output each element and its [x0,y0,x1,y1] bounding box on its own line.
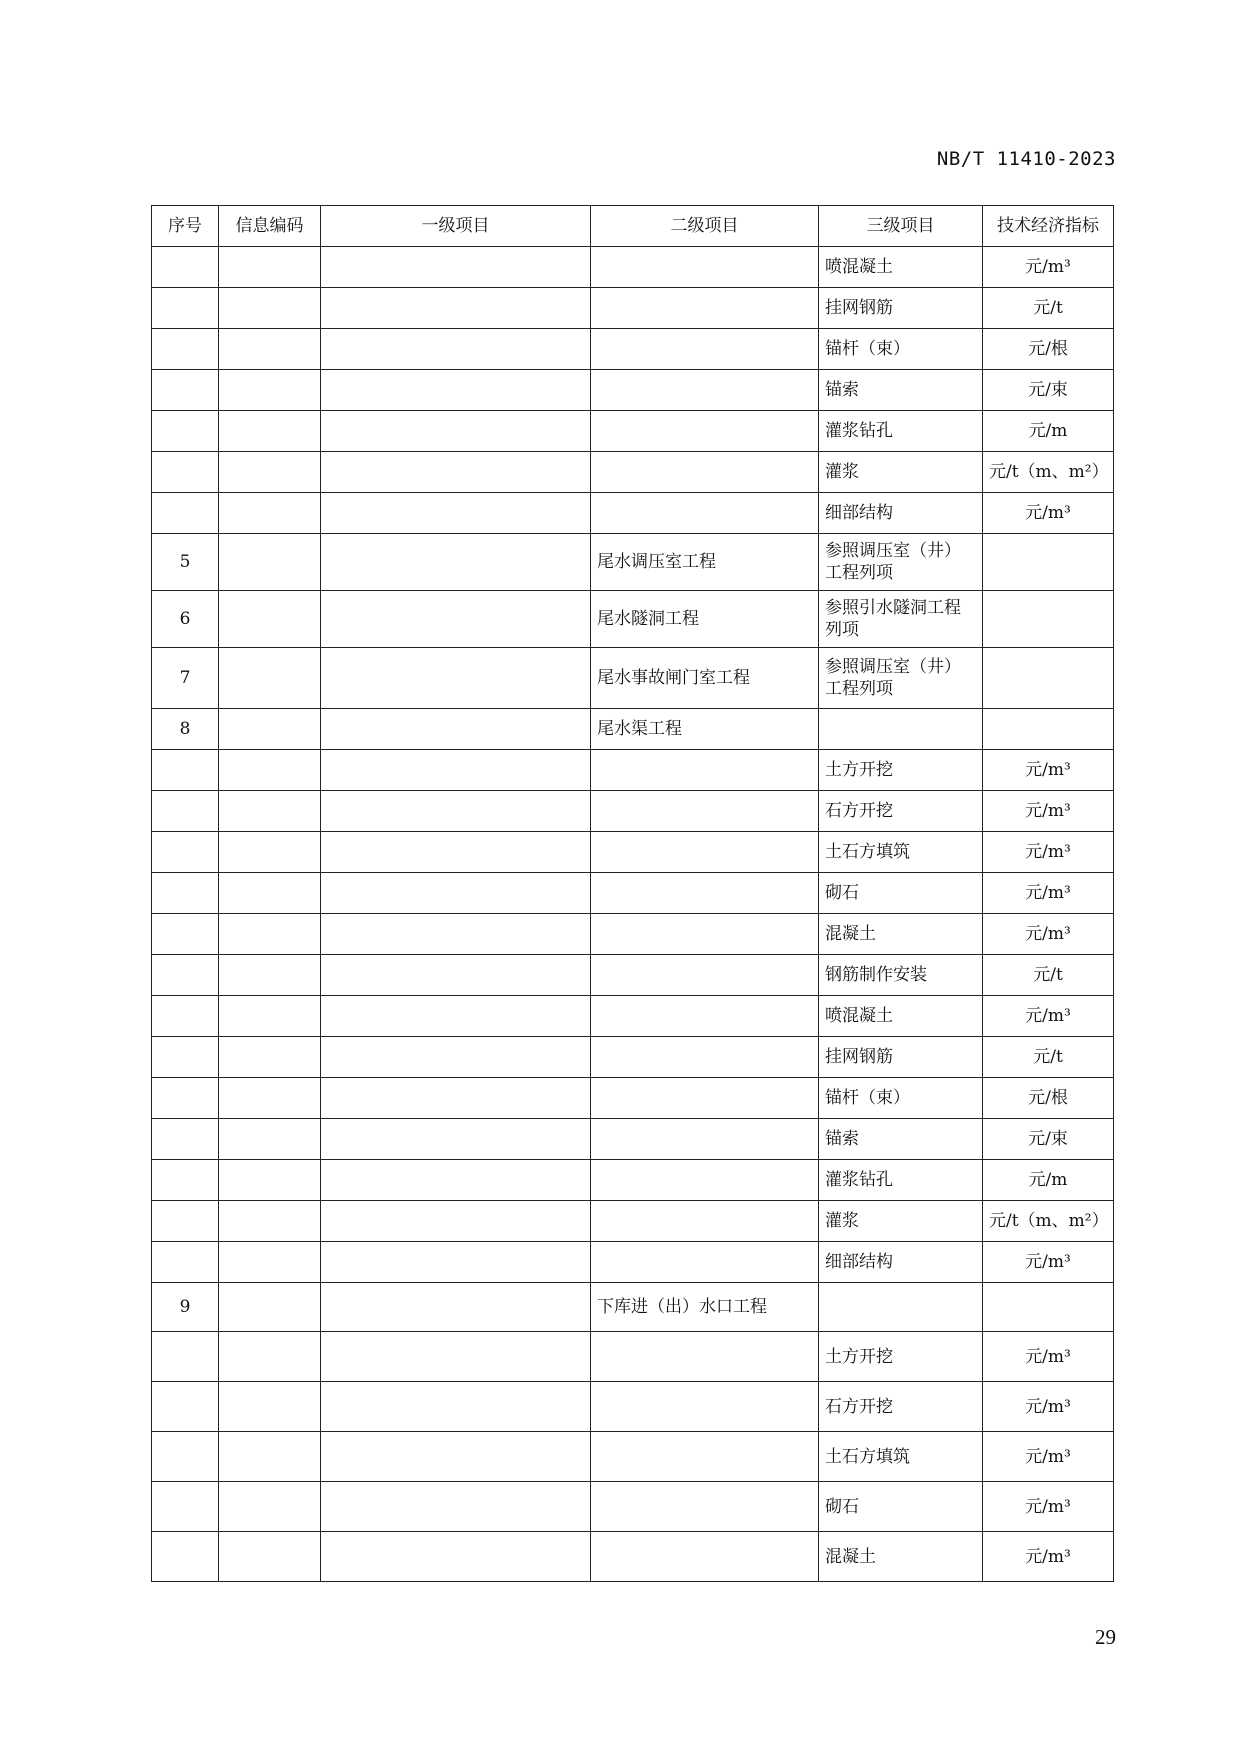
cell-level3: 参照引水隧洞工程列项 [819,591,983,648]
cell-level2: 尾水隧洞工程 [591,591,819,648]
cell-level2 [591,411,819,452]
cell-level2 [591,1432,819,1482]
cell-info-code [219,411,321,452]
cell-serial [152,411,219,452]
cell-level3: 灌浆 [819,1201,983,1242]
cell-serial [152,1532,219,1582]
cell-serial [152,1432,219,1482]
cell-level3: 细部结构 [819,493,983,534]
cell-serial [152,832,219,873]
cell-serial [152,955,219,996]
cell-level1 [321,1242,591,1283]
cell-indicator: 元/m³ [983,1532,1114,1582]
document-code: NB/T 11410-2023 [936,148,1116,170]
cell-level2: 尾水调压室工程 [591,534,819,591]
cell-level1 [321,247,591,288]
cell-level3: 喷混凝土 [819,247,983,288]
cell-level2 [591,1119,819,1160]
cell-info-code [219,1532,321,1582]
cell-serial [152,1119,219,1160]
cell-info-code [219,1382,321,1432]
cell-level2 [591,1242,819,1283]
cell-level1 [321,591,591,648]
cell-indicator: 元/m³ [983,873,1114,914]
cell-level1 [321,955,591,996]
cell-info-code [219,648,321,709]
cell-level1 [321,1078,591,1119]
cell-level2 [591,1532,819,1582]
table-row [152,873,1114,914]
cell-serial [152,1037,219,1078]
cell-level2: 下库进（出）水口工程 [591,1283,819,1332]
table-row [152,832,1114,873]
cell-indicator: 元/束 [983,1119,1114,1160]
cell-serial [152,452,219,493]
cell-info-code [219,791,321,832]
cell-level3: 锚索 [819,370,983,411]
cell-serial [152,1332,219,1382]
cell-level2 [591,955,819,996]
cell-level1 [321,1119,591,1160]
cell-level1 [321,370,591,411]
cell-info-code [219,1332,321,1382]
cell-level3: 土石方填筑 [819,1432,983,1482]
cell-level1 [321,1201,591,1242]
table-row [152,1332,1114,1382]
table-row [152,1242,1114,1283]
cell-level1 [321,493,591,534]
cell-level3: 锚索 [819,1119,983,1160]
header-serial: 序号 [152,206,219,247]
cell-serial [152,1242,219,1283]
header-info-code: 信息编码 [219,206,321,247]
cell-level1 [321,750,591,791]
cell-serial [152,247,219,288]
cell-level1 [321,791,591,832]
cell-level1 [321,873,591,914]
cell-level3: 喷混凝土 [819,996,983,1037]
cell-info-code [219,873,321,914]
cell-indicator: 元/t（m、m²） [983,452,1114,493]
table-row [152,1532,1114,1582]
cell-indicator: 元/m³ [983,1242,1114,1283]
cell-indicator: 元/m³ [983,1482,1114,1532]
cell-info-code [219,1283,321,1332]
page-number: 29 [1095,1625,1116,1649]
cell-info-code [219,750,321,791]
table-header-row [152,206,1114,247]
cell-indicator [983,534,1114,591]
cell-level3: 石方开挖 [819,1382,983,1432]
cell-serial [152,791,219,832]
cell-level3: 土石方填筑 [819,832,983,873]
cell-level2 [591,996,819,1037]
cell-level3: 挂网钢筋 [819,288,983,329]
cell-level1 [321,914,591,955]
table-row [152,1201,1114,1242]
cell-indicator: 元/m³ [983,1332,1114,1382]
cell-level2 [591,1201,819,1242]
cell-indicator: 元/根 [983,1078,1114,1119]
cell-indicator: 元/m³ [983,996,1114,1037]
cell-indicator: 元/t [983,955,1114,996]
cell-level2 [591,1482,819,1532]
cell-level2 [591,1332,819,1382]
cell-level1 [321,996,591,1037]
cell-indicator [983,591,1114,648]
cell-level2 [591,1382,819,1432]
cell-level3: 土方开挖 [819,750,983,791]
cell-serial [152,1078,219,1119]
cell-serial [152,370,219,411]
cell-level3: 细部结构 [819,1242,983,1283]
cell-level2 [591,1037,819,1078]
cell-serial [152,873,219,914]
cell-level2 [591,791,819,832]
cell-level1 [321,329,591,370]
header-level1: 一级项目 [321,206,591,247]
table-row [152,493,1114,534]
cell-level2 [591,832,819,873]
cost-indicator-table [151,205,1114,1582]
header-indicator: 技术经济指标 [983,206,1114,247]
cell-serial [152,750,219,791]
table-row [152,591,1114,648]
cell-info-code [219,288,321,329]
table-row [152,288,1114,329]
cell-indicator [983,709,1114,750]
cell-level2 [591,493,819,534]
table-row [152,1283,1114,1332]
cell-level2 [591,247,819,288]
cell-serial: 6 [152,591,219,648]
cell-level3: 灌浆钻孔 [819,1160,983,1201]
cell-indicator: 元/m³ [983,1432,1114,1482]
cell-info-code [219,996,321,1037]
cell-info-code [219,1037,321,1078]
cell-info-code [219,1119,321,1160]
cell-level3: 混凝土 [819,1532,983,1582]
cell-info-code [219,452,321,493]
cell-indicator: 元/根 [983,329,1114,370]
cell-serial: 8 [152,709,219,750]
cell-level1 [321,1382,591,1432]
cell-serial [152,1482,219,1532]
cell-indicator [983,1283,1114,1332]
cell-level1 [321,1432,591,1482]
table-row [152,329,1114,370]
cell-info-code [219,1078,321,1119]
table-row [152,534,1114,591]
cell-indicator: 元/m³ [983,1382,1114,1432]
cell-level1 [321,1332,591,1382]
cell-level1 [321,288,591,329]
cell-level2 [591,750,819,791]
cell-info-code [219,1482,321,1532]
table-row [152,247,1114,288]
table-row [152,1037,1114,1078]
cell-serial [152,288,219,329]
cell-level3: 土方开挖 [819,1332,983,1382]
cell-level1 [321,411,591,452]
cell-level2 [591,873,819,914]
table-row [152,370,1114,411]
table-row [152,648,1114,709]
table-row [152,411,1114,452]
cell-info-code [219,247,321,288]
cell-indicator: 元/m [983,411,1114,452]
cell-indicator: 元/t（m、m²） [983,1201,1114,1242]
table-row [152,1160,1114,1201]
cell-level3: 石方开挖 [819,791,983,832]
table-body [152,247,1114,1582]
cell-serial: 5 [152,534,219,591]
cell-info-code [219,955,321,996]
cell-level1 [321,832,591,873]
cell-level3: 混凝土 [819,914,983,955]
cell-level2 [591,370,819,411]
cell-info-code [219,329,321,370]
cell-serial [152,996,219,1037]
cell-level3 [819,1283,983,1332]
table-row [152,452,1114,493]
cell-info-code [219,832,321,873]
cell-indicator: 元/t [983,288,1114,329]
cell-info-code [219,914,321,955]
cell-info-code [219,1160,321,1201]
cell-level1 [321,648,591,709]
cell-level1 [321,1532,591,1582]
cell-serial [152,1160,219,1201]
cell-level3: 灌浆 [819,452,983,493]
cell-serial [152,1201,219,1242]
table-row [152,955,1114,996]
cell-level1 [321,1160,591,1201]
cell-indicator: 元/m³ [983,914,1114,955]
table-row [152,1382,1114,1432]
cell-level3: 砌石 [819,873,983,914]
cell-indicator [983,648,1114,709]
table-row [152,750,1114,791]
cell-info-code [219,370,321,411]
cell-level2 [591,1160,819,1201]
cell-info-code [219,493,321,534]
table-row [152,1078,1114,1119]
cell-level3: 参照调压室（井）工程列项 [819,648,983,709]
cell-indicator: 元/m³ [983,791,1114,832]
cell-indicator: 元/m³ [983,750,1114,791]
cell-level1 [321,1482,591,1532]
cell-level3 [819,709,983,750]
cell-level2: 尾水渠工程 [591,709,819,750]
cell-info-code [219,1201,321,1242]
cell-info-code [219,1432,321,1482]
cell-serial [152,329,219,370]
cell-level3: 钢筋制作安装 [819,955,983,996]
cell-level1 [321,1037,591,1078]
cell-indicator: 元/m³ [983,247,1114,288]
cell-level3: 灌浆钻孔 [819,411,983,452]
cell-level2 [591,329,819,370]
cell-level1 [321,452,591,493]
cell-serial [152,493,219,534]
cell-level2 [591,914,819,955]
cell-level3: 锚杆（束） [819,1078,983,1119]
table-row [152,996,1114,1037]
table-row [152,1482,1114,1532]
cell-level3: 锚杆（束） [819,329,983,370]
table-row [152,1119,1114,1160]
cell-level1 [321,534,591,591]
cell-level2 [591,1078,819,1119]
cell-serial [152,914,219,955]
cell-indicator: 元/m [983,1160,1114,1201]
cell-level2 [591,452,819,493]
cell-level3: 参照调压室（井）工程列项 [819,534,983,591]
cell-indicator: 元/m³ [983,832,1114,873]
table-row [152,791,1114,832]
cell-level1 [321,1283,591,1332]
cell-info-code [219,1242,321,1283]
cell-indicator: 元/束 [983,370,1114,411]
table-row [152,1432,1114,1482]
cell-info-code [219,709,321,750]
cell-serial [152,1382,219,1432]
cell-indicator: 元/t [983,1037,1114,1078]
cell-serial: 7 [152,648,219,709]
cell-info-code [219,534,321,591]
header-level3: 三级项目 [819,206,983,247]
cell-info-code [219,591,321,648]
table-row [152,914,1114,955]
cell-indicator: 元/m³ [983,493,1114,534]
header-level2: 二级项目 [591,206,819,247]
cell-level3: 挂网钢筋 [819,1037,983,1078]
cell-level3: 砌石 [819,1482,983,1532]
cell-level2: 尾水事故闸门室工程 [591,648,819,709]
cell-level1 [321,709,591,750]
cell-level2 [591,288,819,329]
cell-serial: 9 [152,1283,219,1332]
table-row [152,709,1114,750]
